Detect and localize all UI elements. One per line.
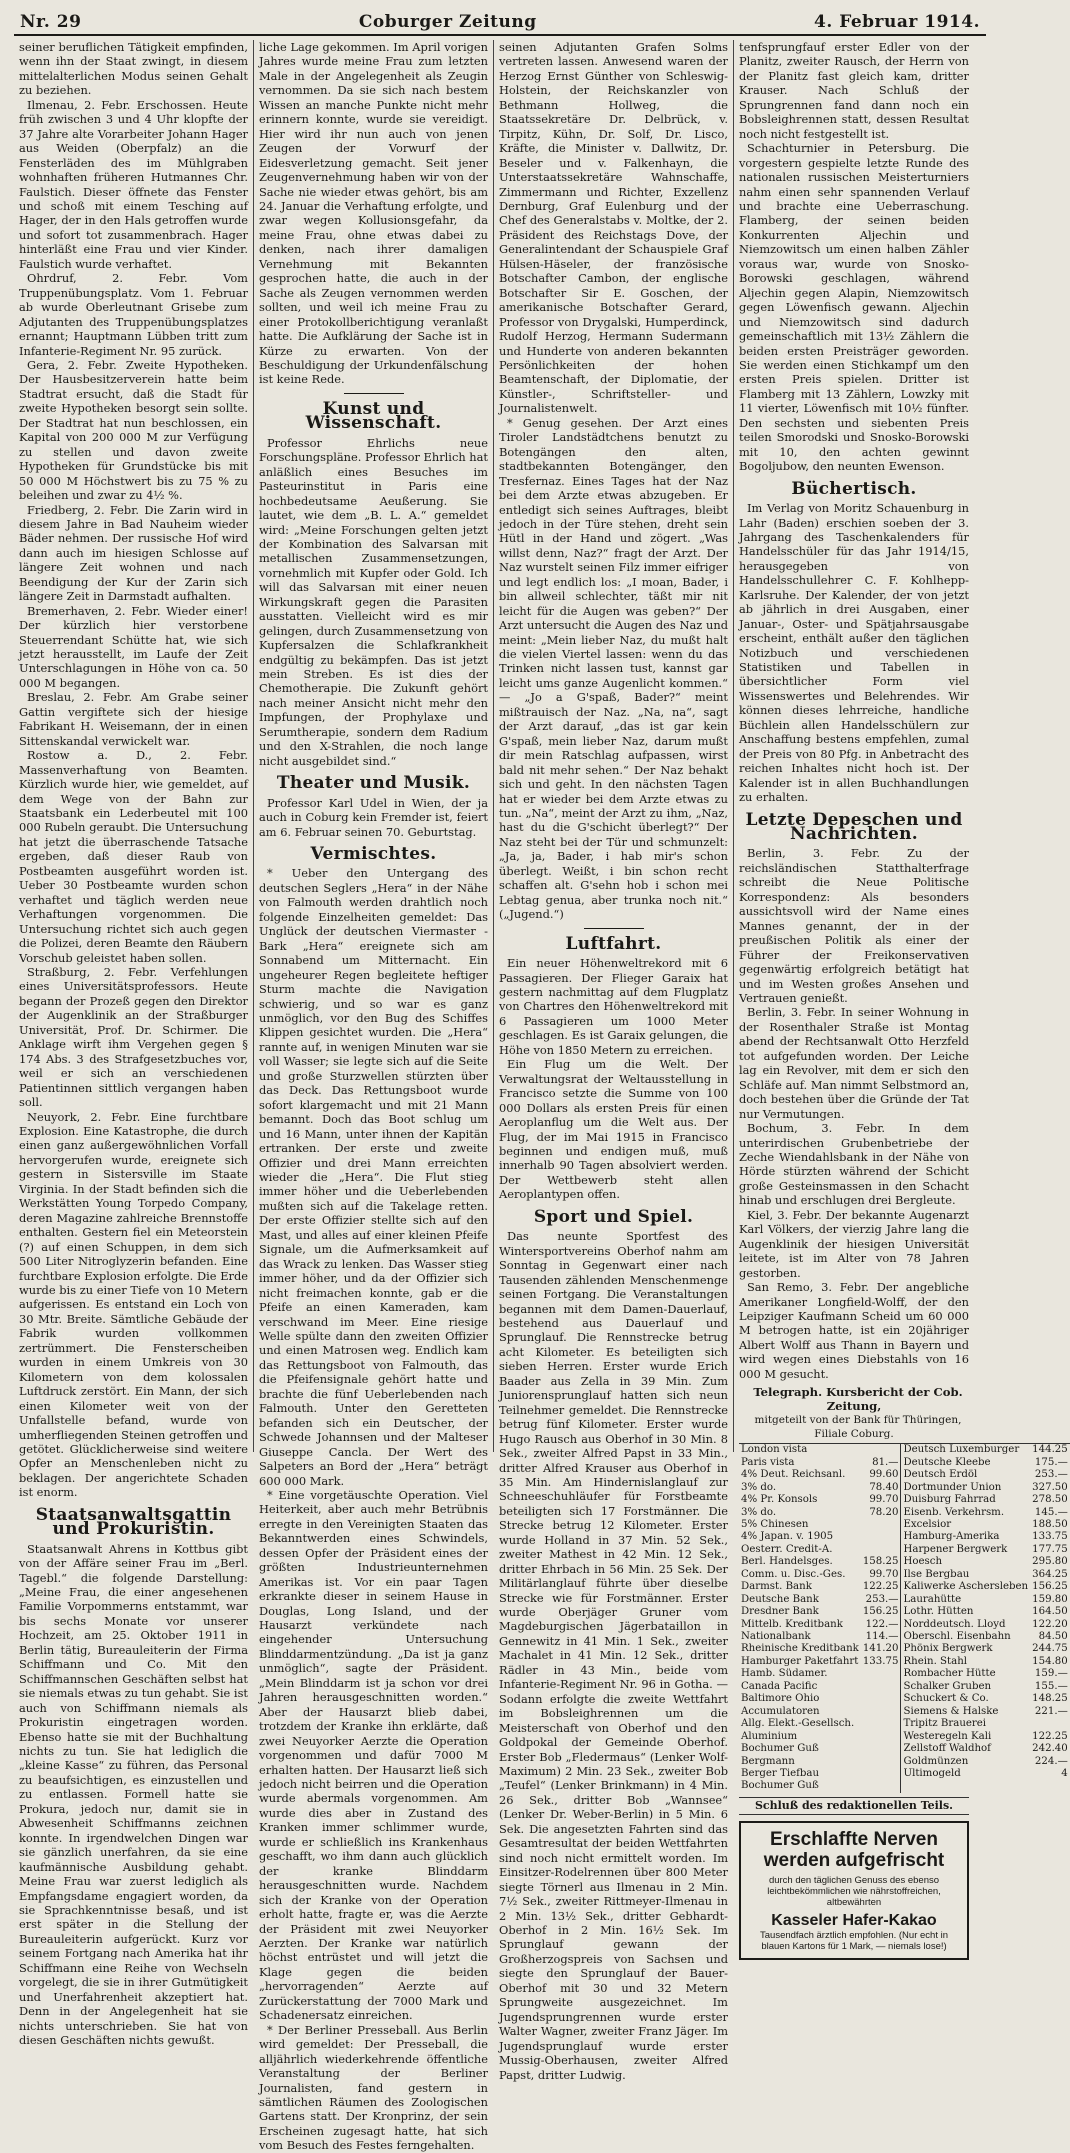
exchange-rate bbox=[861, 1706, 901, 1718]
exchange-rate: 122.25 bbox=[862, 1581, 899, 1593]
exchange-rate: 242.40 bbox=[1032, 1743, 1068, 1755]
exchange-security: Nationalbank bbox=[741, 1631, 811, 1643]
exchange-rate bbox=[861, 1668, 901, 1680]
exchange-security: Accumulatoren bbox=[741, 1705, 820, 1717]
section-heading: Kunst und Wissenschaft. bbox=[305, 398, 442, 434]
article-breslau: Breslau, 2. Febr. Am Grabe seiner Gattin vergiftete sich der hiesige Fabrikant H. Weisemann, der in einen Sittenskandal verwickelt war. bbox=[19, 690, 248, 748]
exchange-rate: 295.80 bbox=[1032, 1556, 1068, 1568]
exchange-row bbox=[739, 1693, 1070, 1705]
exchange-row bbox=[739, 1631, 1070, 1643]
exchange-security: Paris vista bbox=[741, 1456, 795, 1468]
exchange-security: Rhein. Stahl bbox=[901, 1656, 1030, 1668]
article-san-remo: San Remo, 3. Febr. Der angebliche Amerikaner Longfield-Wolff, der den Leipziger Kaufmann Scheid um 60 000 M betrogen hatte, ist ein 20jähriger Albert Wolff aus Thann in Bayern und wird wegen eines Diebstahls von 16 000 M gesucht. bbox=[739, 1280, 969, 1381]
exchange-rate: 175.— bbox=[1034, 1456, 1068, 1468]
exchange-rate: 253.— bbox=[1034, 1469, 1068, 1481]
exchange-rate: 156.25 bbox=[1032, 1581, 1068, 1593]
article-strassburg: Straßburg, 2. Febr. Verfehlungen eines Universitätsprofessors. Heute begann der Prozeß gegen den Direktor der Augenklinik an der Straßburger Universität, Prof. Dr. Schirmer. Die Anklage wirft ihm Vergehen gegen § 174 Abs. 3 des Strafgesetzbuches vor, weil er sich an verschiedenen Patientinnen sittlich vergangen haben soll. bbox=[19, 965, 248, 1110]
article-presseball: * Der Berliner Presseball. Aus Berlin wird gemeldet: Der Presseball, die alljährlich wiederkehrende öffentliche Veranstaltung der Berliner Journalisten, fand gestern in sämtlichen Räumen des Zoologischen Gartens statt. Der Kronprinz, der sein Erscheinen zugesagt hatte, hat sich vom Besuch des Festes ferngehalten. bbox=[259, 2022, 488, 2153]
exchange-security: Comm. u. Disc.-Ges. bbox=[741, 1568, 846, 1580]
article-friedberg: Friedberg, 2. Febr. Die Zarin wird in diesem Jahre in Bad Nauheim wieder Bäder nehmen. Der russische Hof wird dann auch im hiesigen Schlosse auf längere Zeit wohnen und nach Beendigung der Kur der Zarin sich längere Zeit in Darmstadt aufhalten. bbox=[19, 502, 248, 604]
exchange-rate bbox=[861, 1519, 901, 1531]
exchange-rate: 122.— bbox=[865, 1618, 899, 1630]
exchange-security: Allg. Elekt.-Gesellsch. bbox=[741, 1718, 855, 1730]
exchange-security: Ultimogeld bbox=[901, 1768, 1030, 1780]
exchange-rate: 327.50 bbox=[1032, 1481, 1068, 1493]
article-rostow: Rostow a. D., 2. Febr. Massenverhaftung von Beamten. Kürzlich wurde hier, wie gemeldet, auf dem Wege von der Bahn zur Staatsbank ein Lederbeutel mit 100 000 Rubeln geraubt. Die Untersuchung hat jetzt die überraschende Tatsache ergeben, daß dieser Raub von Postbeamten ausgeführt worden ist. Ueber 30 Postbeamte wurden schon verhaftet und täglich werden neue Verhaftungen vorgenommen. Die Untersuchung richtet sich auch gegen die Polizei, deren Beamte den Räubern Vorschub geleistet haben sollen. bbox=[19, 748, 248, 965]
exchange-security: Darmst. Bank bbox=[741, 1581, 812, 1593]
exchange-security: 3% do. bbox=[741, 1506, 777, 1518]
exchange-rate: 177.75 bbox=[1032, 1543, 1068, 1555]
exchange-security: 4% Japan. v. 1905 bbox=[741, 1531, 834, 1543]
exchange-rate bbox=[1030, 1780, 1070, 1792]
exchange-rate bbox=[861, 1743, 901, 1755]
exchange-security: Hamb. Südamer. bbox=[741, 1668, 828, 1680]
exchange-security: London vista bbox=[741, 1444, 808, 1456]
exchange-security: Oberschl. Eisenbahn bbox=[901, 1631, 1030, 1643]
exchange-rate bbox=[861, 1544, 901, 1556]
exchange-rate: 122.25 bbox=[1032, 1730, 1068, 1742]
exchange-security: Westeregeln Kali bbox=[901, 1731, 1030, 1743]
exchange-security: Rombacher Hütte bbox=[901, 1668, 1030, 1680]
exchange-security: Harpener Bergwerk bbox=[901, 1544, 1030, 1556]
exchange-row bbox=[739, 1494, 1070, 1506]
exchange-rate: 114.— bbox=[865, 1631, 899, 1643]
exchange-row bbox=[739, 1469, 1070, 1481]
exchange-security: 4% Pr. Konsols bbox=[741, 1494, 818, 1506]
exchange-row bbox=[739, 1656, 1070, 1668]
exchange-security: Hamburger Paketfahrt bbox=[741, 1655, 859, 1667]
exchange-security: Berl. Handelsges. bbox=[741, 1556, 833, 1568]
exchange-security: Dresdner Bank bbox=[741, 1606, 819, 1618]
exchange-rate bbox=[861, 1756, 901, 1768]
article-text: liche Lage gekommen. Im April vorigen Jahres wurde meine Frau zum letzten Male in der Angelegenheit als Zeugin vernommen. Da sie sich nach bestem Wissen an manche Punkte nicht mehr erinnern konnte, wurde sie vereidigt. Hier wird ihr nun auch von jenen Zeugen der Vorwurf der Eidesverletzung gemacht. Seit jener Zeugenvernehmung haben wir von der Sache nie wieder etwas gehört, bis am 24. Januar die Verhaftung erfolgte, und zwar wegen Kollusionsgefahr, da meine Frau, ohne etwas dabei zu denken, nach ihrer damaligen Vernehmung mit Bekannten gesprochen hatte, die auch in der Sache als Zeugen vernommen werden sollten, und weil ich meine Frau zu einer Protokollberichtigung veranlaßt hatte. Die Aufklärung der Sache ist in Kürze zu erwarten. Von der Beschuldigung der Urkundenfälschung ist keine Rede. bbox=[259, 40, 488, 387]
article-bremerhaven: Bremerhaven, 2. Febr. Wieder einer! Der kürzlich hier verstorbene Steuerrendant Schütte hat, wie sich jetzt herausstellt, im Laufe der Zeit Unterschlagungen in Höhe von ca. 50 000 M begangen. bbox=[19, 603, 248, 690]
exchange-security: Ilse Bergbau bbox=[901, 1569, 1030, 1581]
exchange-row bbox=[739, 1780, 1070, 1792]
exchange-title: Telegraph. Kursbericht der Cob. Zeitung, bbox=[753, 1385, 963, 1414]
exchange-security: Deutsch Erdöl bbox=[901, 1469, 1030, 1481]
section-heading: Vermischtes. bbox=[310, 844, 437, 865]
ad-footnote: Tausendfach ärztlich empfohlen. (Nur echt in blauen Kartons für 1 Mark, — niemals lose!) bbox=[760, 1930, 948, 1953]
exchange-row bbox=[739, 1731, 1070, 1743]
article-text: tenfsprungfauf erster Edler von der Planitz, zweiter Rausch, der Herrn von der Planitz fast gleich kam, dritter Krauser. Nach Schluß der Sprungrennen fand dann noch ein Bobsleighrennen statt, dessen Resultat noch nicht festgestellt ist. bbox=[739, 40, 969, 141]
exchange-rate bbox=[1030, 1718, 1070, 1730]
exchange-row bbox=[739, 1544, 1070, 1556]
exchange-security: Mittelb. Kreditbank bbox=[741, 1618, 843, 1630]
exchange-security: Phönix Bergwerk bbox=[901, 1643, 1030, 1655]
exchange-security: Eisenb. Verkehrsm. bbox=[901, 1507, 1030, 1519]
article-weltflug: Ein Flug um die Welt. Der Verwaltungsrat der Weltausstellung in Francisco setzte die Summe von 100 000 Dollars als ersten Preis für einen Aeroplanflug um die Welt aus. Der Flug, der im Mai 1915 in Francisco beginnen und endigen muß, muß innerhalb 90 Tagen absolviert werden. Der Wettbewerb steht allen Aeroplantypen offen. bbox=[499, 1057, 728, 1202]
exchange-security: Rheinische Kreditbank bbox=[741, 1643, 859, 1655]
issue-date: 4. Februar 1914. bbox=[814, 12, 980, 32]
exchange-row bbox=[739, 1619, 1070, 1631]
article-ohrdruf: Ohrdruf, 2. Febr. Vom Truppenübungsplatz. Vom 1. Februar ab wurde Oberleutnant Grisebe zum Adjutanten des Truppenübungsplatzes ernannt; Hauptmann Lübben tritt zum Infanterie-Regiment Nr. 95 zurück. bbox=[19, 271, 248, 358]
exchange-rate: 253.— bbox=[865, 1593, 899, 1605]
exchange-rate: 244.75 bbox=[1032, 1643, 1068, 1655]
advertisement bbox=[739, 1821, 969, 1960]
exchange-rate bbox=[861, 1531, 901, 1543]
exchange-rate bbox=[861, 1731, 901, 1743]
article-text: seinen Adjutanten Grafen Solms vertreten lassen. Anwesend waren der Herzog Ernst Günther von Schleswig-Holstein, der Reichskanzler von Bethmann Hollweg, die Staatssekretäre Dr. Delbrück, v. Tirpitz, Kühn, Dr. Solf, Dr. Lisco, Kräfte, die Minister v. Dallwitz, Dr. Beseler und v. Falkenhayn, die Unterstaatssekretäre Wahnschaffe, Zimmermann und Richter, Exzellenz Dernburg, Graf Eulenburg und der Chef des Generalstabs v. Moltke, der 2. Präsident des Reichstags Dove, der Generalintendant der Schauspiele Graf Hülsen-Häseler, der französische Botschafter Cambon, der englische Botschafter Sir E. Goschen, der amerikanische Botschafter Gerard, Professor von Drygalski, Humperdinck, Rudolf Herzog, Hermann Sudermann und Hunderte von anderen bekannten Persönlichkeiten der hohen Beamtenschaft, der Diplomatie, der Künstler-, Schriftsteller- und Journalistenwelt. bbox=[499, 40, 728, 416]
exchange-rate: 144.25 bbox=[1032, 1444, 1068, 1456]
article-hoehenrekord: Ein neuer Höhenweltrekord mit 6 Passagieren. Der Flieger Garaix hat gestern nachmittag auf dem Flugplatz von Chartres den Höhenweltrekord mit 6 Passagieren um 1000 Meter geschlagen. Es ist Garaix gelungen, die Höhe von 1850 Metern zu erreichen. bbox=[499, 956, 728, 1057]
exchange-rate: 78.20 bbox=[869, 1506, 899, 1518]
exchange-security: 5% Chinesen bbox=[741, 1518, 809, 1530]
exchange-rate: 156.25 bbox=[862, 1606, 899, 1618]
ad-headline: Erschlaffte Nerven werden aufgefrischt bbox=[763, 1829, 945, 1872]
article-kiel: Kiel, 3. Febr. Der bekannte Augenarzt Karl Völkers, der vierzig Jahre lang die Augenklinik der hiesigen Universität leitete, ist im Alter von 78 Jahren gestorben. bbox=[739, 1207, 969, 1280]
article-gera: Gera, 2. Febr. Zweite Hypotheken. Der Hausbesitzerverein hatte beim Stadtrat ersucht, daß die Stadt für zweite Hypotheken besorgt sein sollte. Der Stadtrat hat nun beschlossen, ein Kapital von 200 000 M zur Verfügung zu stellen und davon zweite Hypotheken für Grundstücke bis mit 50 000 M Höchstwert bis zu 75 % zu beleihen und zwar zu 4½ %. bbox=[19, 357, 248, 503]
exchange-rate: 133.75 bbox=[862, 1655, 899, 1667]
exchange-rate bbox=[861, 1780, 901, 1792]
exchange-security: Bochumer Guß bbox=[741, 1743, 819, 1755]
exchange-rate: 164.50 bbox=[1032, 1606, 1068, 1618]
article-ehrlich: Professor Ehrlichs neue Forschungspläne. Professor Ehrlich hat anläßlich eines Besuches im Pasteurinstitut in Paris eine hochbedeutsame Aeußerung. Sie lautet, wie dem „B. L. A.“ gemeldet wird: „Meine Forschungen gelten jetzt der Kombination des Salvarsan mit metallischen Zusammensetzungen, vornehmlich mit Kupfer oder Gold. Ich will das Salvarsan mit einer neuen Wirkungskraft gegen die Parasiten ausstatten. Vielleicht wird es mir gelingen, durch Zusammensetzung von Kupfersalzen die Schlafkrankheit endgültig zu bekämpfen. Das ist jetzt mein Streben. Es ist dies der Chemotherapie. Die Zukunft gehört nach meiner Ansicht nicht mehr den Impfungen, der Prophylaxe und Serumtherapie, sondern dem Radium und den X-Strahlen, die noch lange nicht ausgebildet sind.“ bbox=[259, 435, 488, 768]
section-heading: Sport und Spiel. bbox=[533, 1206, 694, 1227]
divider bbox=[584, 928, 644, 929]
article-sportfest: Das neunte Sportfest des Wintersportvereins Oberhof nahm am Sonntag in Gegenwart einer nach Tausenden zählenden Menschenmenge seinen Fortgang. Die Veranstaltungen begannen mit dem Damen-Dauerlauf, bestehend aus Dauerlauf und Sprunglauf. Die Rennstrecke betrug acht Kilometer. Es beteiligten sich sieben Herren. Erster wurde Erich Baader aus Zella in 39 Min. Zum Juniorensprunglauf hatten sich neun Teilnehmer gemeldet. Die Rennstrecke betrug fünf Kilometer. Erster wurde Hugo Rausch aus Oberhof in 30 Min. 8 Sek., zweiter Alfred Papst in 33 Min., dritter Alfred Krauser aus Oberhof in 35 Min. Am Hindernislanglauf zur Schneeschuhläufer für Forstbeamte beteiligten sich 17 Forstmänner. Die Strecke betrug 12 Kilometer. Erster wurde Holland in 37 Min. 52 Sek., zweiter Mathest in 42 Min. 12 Sek., dritter Ehrbach in 56 Min. 25 Sek. Der Militärlanglauf führte über dieselbe Strecke wie für Forstmänner. Erster wurde Oberjäger Gruner vom Magdeburgischen Jägerbataillon in Gennewitz in 41 Min. 1 Sek., zweiter Machalet in 41 Min. 12 Sek., dritter Rädler in 43 Min., beide vom Infanterie-Regiment Nr. 96 in Gotha. — Sodann erfolgte die zweite Wettfahrt im Bobsleighrennen um die Meisterschaft von Oberhof und den Goldpokal der Gemeinde Oberhof. Erster Bob „Fledermaus“ (Lenker Wolf-Maximum) 2 Min. 23 Sek., zweiter Bob „Teufel“ (Lenker Brinkmann) in 4 Min. 26 Sek., dritter Bob „Wannsee“ (Lenker Dr. Weber-Berlin) in 5 Min. 6 Sek. Die angesetzten Fahrten sind das Gesamtresultat der beiden Wettfahrten sind noch nicht ermittelt worden. Im Einsitzer-Rodelrennen über 800 Meter siegte Törnerl aus Ilmenau in 2 Min. 7½ Sek., zweiter Rittmeyer-Ilmenau in 2 Min. 13½ Sek., dritter Gebhardt-Oberhof in 2 Min. 16½ Sek. Im Sprunglauf gewann der Großherzogspreis von Sachsen und siegte den Sprunglauf der Bauer-Oberhof mit 30 und 32 Metern Sprungweite ausgezeichnet. Im Jugendsprungrennen wurde erster Walter Wagner, zweiter Franz Jäger. Im Jugendsprunglauf wurde erster Mussig-Oberhausen, zweiter Alfred Papst, dritter Ludwig. bbox=[499, 1229, 728, 2082]
exchange-rate: 155.— bbox=[1034, 1680, 1068, 1692]
exchange-security: Bergmann bbox=[741, 1755, 795, 1767]
article-berlin-1: Berlin, 3. Febr. Zu der reichsländischen Statthalterfrage schreibt die Neue Politische Korrespondenz: Als besonders aussichtsvoll wird der Name eines Mannes genannt, der in der preußischen Politik als einer der Führer der Freikonservativen gegenwärtig erfolgreich betätigt hat und im Westen großes Ansehen und Vertrauen genießt. bbox=[739, 846, 969, 1005]
exchange-rate bbox=[861, 1444, 901, 1457]
exchange-rate: 224.— bbox=[1034, 1755, 1068, 1767]
exchange-security: Hoesch bbox=[901, 1556, 1030, 1568]
section-heading: Luftfahrt. bbox=[565, 933, 662, 954]
exchange-security: Deutsche Kleebe bbox=[901, 1457, 1030, 1469]
exchange-rate: 158.25 bbox=[862, 1556, 899, 1568]
exchange-rate: 221.— bbox=[1034, 1705, 1068, 1717]
exchange-security: 3% do. bbox=[741, 1481, 777, 1493]
exchange-security: Tripitz Brauerei bbox=[901, 1718, 1030, 1730]
article-schachturnier: Schachturnier in Petersburg. Die vorgestern gespielte letzte Runde des nationalen russischen Meisterturniers nahm einen sehr spannenden Verlauf und brachte eine Ueberraschung. Flamberg, der seinen beiden Konkurrenten Aljechin und Niemzowitsch um einen halben Zähler voraus war, wurde von Snosko-Borowski geschlagen, während Aljechin gegen Alapin, Niemzowitsch gegen Löwenfisch gewann. Aljechin und Niemzowitsch sind dadurch gemeinschaftlich mit 13½ Zählern die beiden ersten Preisträger geworden. Sie werden einen Stichkampf um den ersten Preis spielen. Dritter ist Flamberg mit 13 Zählern, Lowzky mit 11 vierter, Löwenfisch mit 10½ fünfter. Den sechsten und siebenten Preis teilen Smorodski und Snosko-Borowski mit 10, den achten gewinnt Bogoljubow, den neunten Ewenson. bbox=[739, 141, 969, 474]
exchange-security: Lothr. Hütten bbox=[901, 1606, 1030, 1618]
exchange-table bbox=[739, 1443, 1070, 1793]
exchange-rate bbox=[861, 1718, 901, 1730]
article-genug-gesehen: * Genug gesehen. Der Arzt eines Tiroler Landstädtchens benutzt zu Botengängen den alten, stadtbekannten Botengänger, den Tresfernaz. Eines Tages hat der Naz bei dem Arzte etwas abzugeben. Er entledigt sich seines Auftrages, bleibt jedoch in der Türe stehen, dreht sein Hütl in der Hand und zögert. „Was willst denn, Naz?“ fragt der Arzt. Der Naz wurstelt seinen Filz immer eifriger und legt endlich los: „I moan, Bader, i bin allweil schlechter, täßt mir nit leicht für die Augen was geben?“ Der Arzt untersucht die Augen des Naz und meint: „Mein lieber Naz, du mußt halt die vielen Viertel lassen: wenn du das Trinken nicht lassen tust, kannst gar leicht ums ganze Augenlicht kommen.“ — „Jo a G'spaß, Bader?“ meint mißtrauisch der Naz. „Na, na“, sagt der Arzt darauf, „das ist gar kein G'spaß, mein lieber Naz, darum mußt dir mein Ratschlag aufpassen, wirst bald nit mehr sehen.“ Der Naz behakt sich und geht. In den nächsten Tagen hat er wieder bei dem Arzte etwas zu tun. „Na“, meint der Arzt zu ihm, „Naz, hast du die G'schicht überlegt?“ Der Naz steht bei der Tür und schmunzelt: „Ja, ja, Bader, i hab mir's schon überlegt. Weißt, i bin schon recht schaffen alt. G'sehn hob i schon mei Lebtag genua, aber trunka noch nit.“ („Jugend.“) bbox=[499, 415, 728, 922]
article-staatsanwalt: Staatsanwalt Ahrens in Kottbus gibt von der Affäre seiner Frau im „Berl. Tagebl.“ die folgende Darstellung: „Meine Frau, die einer angesehenen Familie Vorpommerns entstammt, war bis sechs Monate vor unserer Hochzeit, am 25. Oktober 1911 in Berlin tätig, Bureauleiterin der Firma Schiffmann und Co. Mit den Schiffmannschen Geschäften selbst hat sie niemals etwas zu tun gehabt. Sie ist auch von Schiffmann niemals als Prokuristin eingetragen worden. Ebenso hatte sie mit der Buchhaltung nichts zu tun. Sie hat lediglich die „kleine Kasse“ zu führen, das Personal zu beaufsichtigen, es einzustellen und zu entlassen. Formell hatte sie Prokura, jedoch nur, damit sie in Abwesenheit Schiffmanns zeichnen konnte. In irgendwelchen Dingen war sie gänzlich unerfahren, da sie eine kaufmännische Ausbildung gehabt. Meine Frau war zuerst lediglich als Empfangsdame engagiert worden, da sie Sprachkenntnisse besaß, und ist erst später in die Stellung der Bureauleiterin aufgerückt. Kurz vor seinem Fortgang nach Amerika hat ihr Schiffmann eine Reihe von Wechseln vorgelegt, die sie in ihrer Gutmütigkeit und Unerfahrenheit akzeptiert hat. Denn in der Angelegenheit hat sie nichts unterschrieben. Sie hat von diesen Geschäften nichts gewußt. bbox=[19, 1541, 248, 2048]
exchange-row bbox=[739, 1507, 1070, 1519]
exchange-row bbox=[739, 1569, 1070, 1581]
exchange-rate: 4 bbox=[1061, 1768, 1068, 1780]
article-bochum: Bochum, 3. Febr. In dem unterirdischen Grubenbetriebe der Zeche Wiendahlsbank in der Nähe von Hörde stürzten während der Schicht große Gesteinsmassen in den Schacht hinab und erschlugen drei Bergleute. bbox=[739, 1121, 969, 1208]
exchange-security: Hamburg-Amerika bbox=[901, 1531, 1030, 1543]
exchange-rate: 154.80 bbox=[1032, 1655, 1068, 1667]
column-4 bbox=[734, 40, 1068, 1953]
exchange-security: Bochumer Guß bbox=[741, 1780, 819, 1792]
column-1 bbox=[14, 40, 254, 2048]
exchange-security: Deutsche Bank bbox=[741, 1593, 819, 1605]
exchange-rate: 141.20 bbox=[862, 1643, 899, 1655]
column-2 bbox=[254, 40, 494, 2153]
ad-text: durch den täglichen Genuss des ebenso leichtbekömmlichen wie nährstoffreichen, altbewährten bbox=[767, 1875, 941, 1909]
article-kalender: Im Verlag von Moritz Schauenburg in Lahr (Baden) erschien soeben der 3. Jahrgang des Taschenkalenders für Handelsschüler für das Jahr 1914/15, herausgegeben von Handelsschullehrer C. F. Kohlhepp-Karlsruhe. Der Kalender, der von jetzt ab jährlich in drei Ausgaben, einer Januar-, Oster- und Spätjahrsausgabe erscheint, enthält außer den täglichen Notizbuch und verschiedenen Statistiken und Tabellen in übersichtlicher Form viel Wissenswertes und Belehrendes. Wir können dieses lehrreiche, handliche Büchlein allen Handelsschülern zur Anschaffung bestens empfehlen, zumal der Preis von 80 Pfg. in Anbetracht des reichen Inhaltes nicht hoch ist. Der Kalender ist in allen Buchhandlungen zu erhalten. bbox=[739, 501, 969, 805]
exchange-row bbox=[739, 1718, 1070, 1730]
ad-brand: Kasseler Hafer-Kakao bbox=[771, 1912, 937, 1930]
exchange-rate bbox=[861, 1681, 901, 1693]
exchange-security: Norddeutsch. Lloyd bbox=[901, 1619, 1030, 1631]
exchange-rate: 122.20 bbox=[1032, 1618, 1068, 1630]
section-heading: Büchertisch. bbox=[791, 478, 917, 499]
exchange-security: Schuckert & Co. bbox=[901, 1693, 1030, 1705]
exchange-row bbox=[739, 1482, 1070, 1494]
exchange-security: Laurahütte bbox=[901, 1594, 1030, 1606]
exchange-row bbox=[739, 1556, 1070, 1568]
divider bbox=[344, 393, 404, 394]
exchange-security: Berger Tiefbau bbox=[741, 1768, 820, 1780]
article-berlin-2: Berlin, 3. Febr. In seiner Wohnung in der Rosenthaler Straße ist Montag abend der Rechtsanwalt Otto Herzfeld tot aufgefunden worden. Der Leiche lag ein Revolver, mit dem er sich den Schläfe auf. Man nimmt Selbstmord an, doch bestehen über die Gründe der Tat nur Vermutungen. bbox=[739, 1005, 969, 1121]
exchange-security: Aluminium bbox=[741, 1730, 798, 1742]
exchange-rate: 364.25 bbox=[1032, 1568, 1068, 1580]
column-3 bbox=[494, 40, 734, 2082]
exchange-rate: 99.70 bbox=[869, 1568, 899, 1580]
exchange-row bbox=[739, 1743, 1070, 1755]
exchange-security: 4% Deut. Reichsanl. bbox=[741, 1469, 846, 1481]
section-heading: Letzte Depeschen und Nachrichten. bbox=[745, 809, 963, 845]
exchange-row bbox=[739, 1681, 1070, 1693]
exchange-security bbox=[901, 1780, 1030, 1792]
editorial-end-line: Schluß des redaktionellen Teils. bbox=[739, 1797, 969, 1815]
exchange-rate bbox=[861, 1693, 901, 1705]
article-text: seiner beruflichen Tätigkeit empfinden, wenn ihn der Staat zwingt, in diesem mittelalterlichen Modus seinen Gehalt zu beziehen. bbox=[19, 40, 248, 98]
article-ilmenau: Ilmenau, 2. Febr. Erschossen. Heute früh zwischen 3 und 4 Uhr klopfte der 37 Jahre alte Vorarbeiter Johann Hager aus Weiden (Oberpfalz) an die Fensterläden des im Mühlgraben wohnhaften früheren Hutmannes Chr. Faulstich. Dieser öffnete das Fenster und schoß mit einem Tesching auf Hager, der in den Hals getroffen wurde und sofort tot zusammenbrach. Hager hinterläßt eine Frau und vier Kinder. Faulstich wurde verhaftet. bbox=[19, 97, 248, 271]
exchange-security: Kaliwerke Aschersleben bbox=[901, 1581, 1030, 1593]
exchange-security: Baltimore Ohio bbox=[741, 1693, 820, 1705]
exchange-rate: 148.25 bbox=[1032, 1693, 1068, 1705]
exchange-security: Schalker Gruben bbox=[901, 1681, 1030, 1693]
exchange-row bbox=[739, 1706, 1070, 1718]
article-neuyork: Neuyork, 2. Febr. Eine furchtbare Explosion. Eine Katastrophe, die durch einen ganz außergewöhnlichen Vorfall hervorgerufen wurde, ereignete sich gestern in Sistersville im Staate Virginia. In der Stadt befinden sich die Werkstätten Young Torpedo Company, deren Magazine zahlreiche Brennstoffe enthalten. Gestern fiel ein Meteorstein (?) auf einen Schuppen, in dem sich 500 Liter Nitroglyzerin befanden. Eine furchtbare Explosion erfolgte. Die Erde wurde bis zu einer Tiefe von 10 Metern aufgerissen. Es entstand ein Loch von 30 Mtr. Breite. Sämtliche Gebäude der Fabrik wurden vollkommen zertrümmert. Die Fensterscheiben wurden in einem Umkreis von 30 Kilometern von dem kolossalen Luftdruck zerstört. Ein Mann, der sich einen Kilometer weit von der Unfallstelle befand, wurde von umherfliegenden Steinen getroffen und getötet. Glücklicherweise sind weitere Opfer an Menschenleben nicht zu beklagen. Der angerichtete Schaden ist enorm. bbox=[19, 1109, 248, 1500]
exchange-rate: 145.— bbox=[1034, 1506, 1068, 1518]
exchange-rate: 99.60 bbox=[869, 1469, 899, 1481]
exchange-row bbox=[739, 1606, 1070, 1618]
exchange-security: Zellstoff Waldhof bbox=[901, 1743, 1030, 1755]
exchange-row bbox=[739, 1444, 1070, 1457]
exchange-subtitle: mitgeteilt von der Bank für Thüringen, Filiale Coburg. bbox=[754, 1414, 962, 1441]
exchange-rate: 78.40 bbox=[869, 1481, 899, 1493]
exchange-row bbox=[739, 1519, 1070, 1531]
exchange-rate: 81.— bbox=[872, 1456, 899, 1468]
exchange-rate: 278.50 bbox=[1032, 1494, 1068, 1506]
issue-number: Nr. 29 bbox=[20, 12, 82, 32]
exchange-row bbox=[739, 1756, 1070, 1768]
exchange-row bbox=[739, 1457, 1070, 1469]
exchange-rate: 84.50 bbox=[1038, 1631, 1068, 1643]
exchange-security: Deutsch Luxemburger bbox=[901, 1444, 1030, 1457]
exchange-security: Siemens & Halske bbox=[901, 1706, 1030, 1718]
section-heading: Theater und Musik. bbox=[276, 773, 471, 794]
section-heading: Staatsanwaltsgattin und Prokuristin. bbox=[35, 1504, 232, 1540]
exchange-row bbox=[739, 1768, 1070, 1780]
article-hera: * Ueber den Untergang des deutschen Seglers „Hera“ in der Nähe von Falmouth werden drahtlich noch folgende Einzelheiten gemeldet: Das Unglück der deutschen Viermaster - Bark „Hera“ ereignete sich am Sonnabend um Mitternacht. Ein ungeheurer Regen begleitete heftiger Sturm machte die Navigation schwierig, und so war es ganz unmöglich, vor den Bug des Schiffes Klippen gesichtet wurden. Die „Hera“ rannte auf, in wenigen Minuten war sie voll Wasser; sie legte sich auf die Seite und große Sturzwellen stürzten über das Deck. Das Rettungsboot wurde sofort klargemacht und mit 21 Mann bemannt. Doch das Boot schlug um und 16 Mann, unter ihnen der Kapitän ertranken. Der erste und zweite Offizier und drei Mann erreichten wieder die „Hera“. Die Flut stieg immer höher und die Ueberlebenden mußten sich auf die Takelage retten. Der erste Offizier stellte sich auf den Mast, und alles auf einer kleinen Pfeife Signale, um die Aufmerksamkeit auf das Wrack zu lenken. Das Wasser stieg immer höher, und da der Offizier sich nicht freimachen konnte, gab er die Pfeife an einen Kameraden, kam verschwand im Meer. Eine riesige Welle spülte dann den zweiten Offizier und einen Matrosen weg. Endlich kam das Rettungsboot von Falmouth, das die Pfeifensignale gehört hatte und brachte die fünf Ueberlebenden nach Falmouth. Unter den Geretteten befanden sich ein Deutscher, der Schwede Johannsen und der Malteser Giuseppe Cancla. Der Wert des Salpeters an Bord der „Hera“ beträgt 600 000 Mark. bbox=[259, 866, 488, 1488]
article-operation: * Eine vorgetäuschte Operation. Viel Heiterkeit, aber auch mehr Betrübnis erregte in den Vereinigten Staaten das Bekanntwerden eines Schwindels, dessen Opfer der Präsident eines der größten Industrieunternehmen Amerikas ist. Vor ein paar Tagen erkrankte dieser in seinem Hause in Douglas, Long Island, und der Hausarzt verkündete nach eingehender Untersuchung Blinddarmentzündung. „Da ist ja ganz unmöglich“, sagte der Präsident. „Mein Blinddarm ist ja schon vor drei Jahren herausgeschnitten worden.“ Aber der Hausarzt blieb dabei, trotzdem der Kranke ihn erklärte, daß zwei Neuyorker Aerzte die Operation vorgenommen und dafür 7000 M erhalten hatten. Der Hausarzt ließ sich jedoch nicht beirren und die Operation wurde abermals vorgenommen. Am wurde dies aber in Zustand des Kranken immer schlimmer wurde, wurde er schließlich ins Krankenhaus geschafft, wo ihm dann auch glücklich der kranke Blinddarm herausgeschnitten wurde. Nachdem sich der Kranke von der Operation erholt hatte, fragte er, was die Aerzte der Präsident mit zwei Neuyorker Aerzten. Der Kranke war natürlich höchst entrüstet und will jetzt die Klage gegen die beiden „hervorragenden“ Aerzte auf Zurückerstattung der 7000 Mark und Schadenersatz einreichen. bbox=[259, 1487, 488, 2023]
exchange-row bbox=[739, 1594, 1070, 1606]
exchange-rate: 188.50 bbox=[1032, 1518, 1068, 1530]
exchange-security: Dortmunder Union bbox=[901, 1482, 1030, 1494]
masthead bbox=[14, 6, 986, 36]
exchange-rate: 133.75 bbox=[1032, 1531, 1068, 1543]
article-udel: Professor Karl Udel in Wien, der ja auch in Coburg kein Fremder ist, feiert am 6. Februar seinen 70. Geburtstag. bbox=[259, 795, 488, 839]
exchange-rate: 99.70 bbox=[869, 1494, 899, 1506]
newspaper-title: Coburger Zeitung bbox=[358, 12, 537, 32]
exchange-row bbox=[739, 1668, 1070, 1680]
exchange-security: Canada Pacific bbox=[741, 1680, 818, 1692]
exchange-security: Goldmünzen bbox=[901, 1756, 1030, 1768]
columns bbox=[14, 40, 1068, 2153]
exchange-security: Excelsior bbox=[901, 1519, 1030, 1531]
exchange-row bbox=[739, 1531, 1070, 1543]
exchange-rate: 159.— bbox=[1034, 1668, 1068, 1680]
exchange-report bbox=[739, 1385, 1068, 1793]
exchange-row bbox=[739, 1643, 1070, 1655]
exchange-security: Oesterr. Credit-A. bbox=[741, 1543, 833, 1555]
exchange-rate: 159.80 bbox=[1032, 1593, 1068, 1605]
exchange-rate bbox=[861, 1768, 901, 1780]
exchange-security: Duisburg Fahrrad bbox=[901, 1494, 1030, 1506]
exchange-row bbox=[739, 1581, 1070, 1593]
